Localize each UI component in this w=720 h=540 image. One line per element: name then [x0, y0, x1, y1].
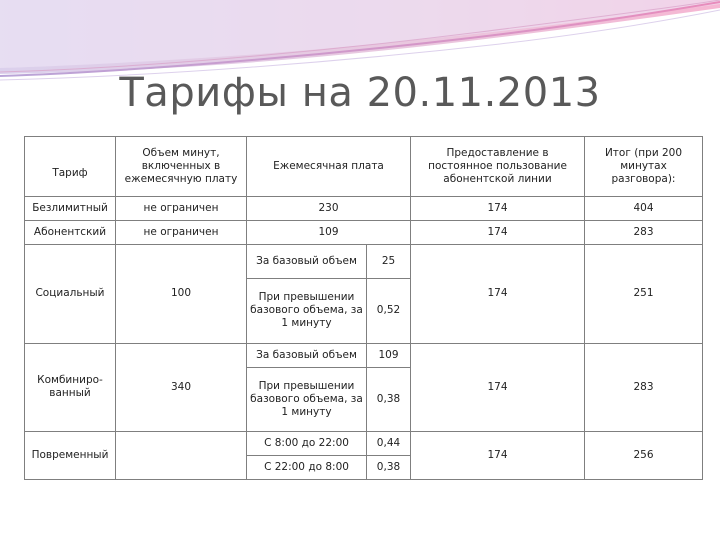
cell-base-label: За базовый объем	[247, 245, 367, 279]
cell-day-label: С 8:00 до 22:00	[247, 431, 367, 455]
cell-line-fee: 174	[411, 431, 585, 479]
cell-line-fee: 174	[411, 245, 585, 343]
cell-fee: 230	[247, 197, 411, 221]
cell-day-value: 0,44	[367, 431, 411, 455]
header-monthly-fee: Ежемесячная плата	[247, 137, 411, 197]
cell-line-fee: 174	[411, 343, 585, 431]
table-row-combined	[25, 343, 703, 367]
tariff-table	[24, 136, 703, 480]
cell-tariff: Безлимитный	[25, 197, 116, 221]
cell-tariff: Социальный	[25, 245, 116, 343]
cell-total: 251	[585, 245, 703, 343]
cell-minutes: не ограничен	[116, 221, 247, 245]
table-header-row	[25, 137, 703, 197]
cell-total: 404	[585, 197, 703, 221]
cell-line-fee: 174	[411, 197, 585, 221]
cell-total: 283	[585, 343, 703, 431]
slide-title: Тарифы на 20.11.2013	[119, 70, 601, 116]
cell-minutes	[116, 431, 247, 479]
table-row-social	[25, 245, 703, 279]
cell-base-value: 109	[367, 343, 411, 367]
cell-tariff: Комбиниро-ванный	[25, 343, 116, 431]
cell-minutes: не ограничен	[116, 197, 247, 221]
cell-total: 283	[585, 221, 703, 245]
cell-over-value: 0,52	[367, 279, 411, 343]
cell-over-label: При превышении базового объема, за 1 минуту	[247, 367, 367, 431]
header-tariff: Тариф	[25, 137, 116, 197]
cell-line-fee: 174	[411, 221, 585, 245]
cell-night-label: С 22:00 до 8:00	[247, 455, 367, 479]
header-total: Итог (при 200 минутах разговора):	[585, 137, 703, 197]
cell-total: 256	[585, 431, 703, 479]
header-minutes: Объем минут, включенных в ежемесячную плату	[116, 137, 247, 197]
cell-tariff: Повременный	[25, 431, 116, 479]
table-row-unlimited	[25, 197, 703, 221]
cell-base-label: За базовый объем	[247, 343, 367, 367]
header-line-fee: Предоставление в постоянное пользование абонентской линии	[411, 137, 585, 197]
cell-over-value: 0,38	[367, 367, 411, 431]
cell-minutes: 340	[116, 343, 247, 431]
table-row-subscriber	[25, 221, 703, 245]
cell-tariff: Абонентский	[25, 221, 116, 245]
table-row-time-based	[25, 431, 703, 455]
cell-fee: 109	[247, 221, 411, 245]
cell-minutes: 100	[116, 245, 247, 343]
cell-night-value: 0,38	[367, 455, 411, 479]
cell-base-value: 25	[367, 245, 411, 279]
cell-over-label: При превышении базового объема, за 1 минуту	[247, 279, 367, 343]
